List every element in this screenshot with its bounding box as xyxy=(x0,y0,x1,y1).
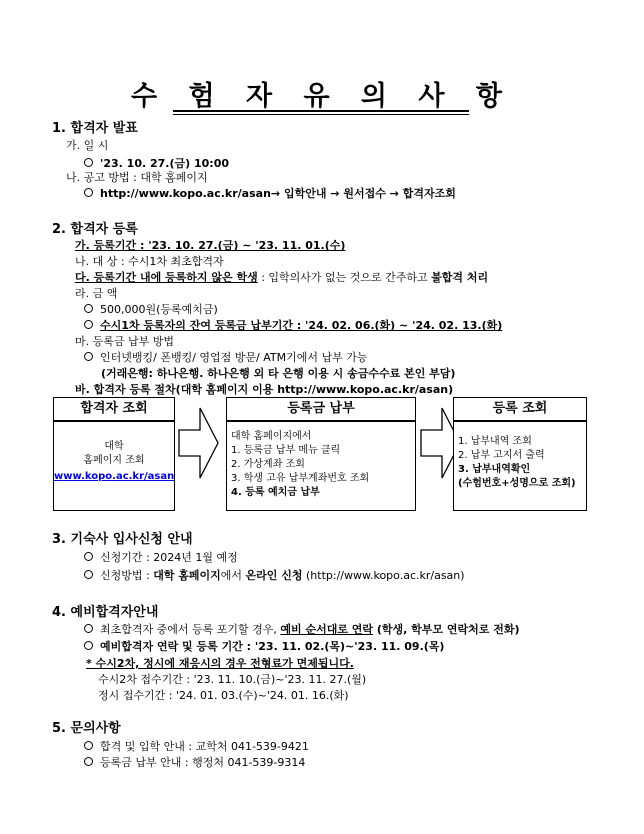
waitlist-sub-1: 수시2차 접수기간 : '23. 11. 10.(금)~'23. 11. 27.(월) xyxy=(98,673,367,686)
flow-box-2-intro: 대학 홈페이지에서 xyxy=(231,431,312,442)
payment-method-value: 인터넷뱅킹/ 폰뱅킹/ 영업점 방문/ ATM기에서 납부 가능 xyxy=(84,349,368,365)
waitlist-sub-2: 정시 접수기간 : '24. 01. 03.(수)~'24. 01. 16.(화) xyxy=(98,689,349,702)
circle-bullet-icon xyxy=(84,352,93,361)
registration-period: 가. 등록기간 : '23. 10. 27.(금) ~ '23. 11. 01.(수) xyxy=(75,239,346,252)
section-heading-5: 5. 문의사항 xyxy=(52,721,121,736)
circle-bullet-icon xyxy=(84,552,93,561)
flow-box-3 xyxy=(453,421,587,511)
amount-value: 500,000원(등록예치금) xyxy=(84,301,218,317)
circle-bullet-icon xyxy=(84,158,93,167)
flow-box-2-step: 2. 가상계좌 조회 xyxy=(231,459,305,470)
flow-box-3-step: (수험번호+성명으로 조회) xyxy=(458,478,576,489)
title-underline-thin xyxy=(173,114,469,115)
flow-box-2 xyxy=(226,421,416,511)
announce-method-value: http://www.kopo.ac.kr/asan→ 입학안내 → 원서접수 → 합격자조회 xyxy=(84,185,456,201)
flow-box-2-step: 4. 등록 예치금 납부 xyxy=(231,487,320,498)
circle-bullet-icon xyxy=(84,641,93,650)
flow-box-1 xyxy=(53,421,175,511)
dorm-method: 신청방법 : 대학 홈페이지에서 온라인 신청 (http://www.kopo.ac.kr/asan) xyxy=(84,567,465,583)
flow-box-3-header: 등록 조회 xyxy=(453,397,587,421)
registration-target: 나. 대 상 : 수시1차 최초합격자 xyxy=(75,255,224,268)
procedure-label: 바. 합격자 등록 절차(대학 홈페이지 이용 http://www.kopo.ac.kr/asan) xyxy=(75,383,454,396)
section-heading-2: 2. 합격자 등록 xyxy=(52,222,138,237)
flow-box-3-step: 1. 납부내역 조회 xyxy=(458,436,532,447)
circle-bullet-icon xyxy=(84,624,93,633)
announce-date-value: '23. 10. 27.(금) 10:00 xyxy=(84,155,229,171)
payment-note: (거래은행: 하나은행. 하나은행 외 타 은행 이용 시 송금수수료 본인 부담) xyxy=(101,367,456,380)
circle-bullet-icon xyxy=(84,757,93,766)
registration-warning: 다. 등록기간 내에 등록하지 않은 학생 : 입학의사가 없는 것으로 간주하고 불합격 처리 xyxy=(75,271,489,284)
arrow-right-icon xyxy=(178,405,220,481)
section-heading-3: 3. 기숙사 입사신청 안내 xyxy=(52,532,193,547)
announce-method-label: 나. 공고 방법 : 대학 홈페이지 xyxy=(66,171,208,184)
flow-box-1-line2: 홈페이지 조회 xyxy=(83,455,145,466)
flow-box-1-header: 합격자 조회 xyxy=(53,397,175,421)
circle-bullet-icon xyxy=(84,570,93,579)
homepage-link[interactable]: www.kopo.ac.kr/asan xyxy=(54,471,175,482)
flow-box-3-step: 2. 납부 고지서 출력 xyxy=(458,450,545,461)
flow-box-1-line1: 대학 xyxy=(104,441,124,452)
title-underline xyxy=(173,110,469,112)
circle-bullet-icon xyxy=(84,188,93,197)
dorm-period: 신청기간 : 2024년 1월 예정 xyxy=(84,549,238,565)
flow-box-2-step: 1. 등록금 납부 메뉴 클릭 xyxy=(231,445,341,456)
section-heading-4: 4. 예비합격자안내 xyxy=(52,605,159,620)
section-heading-1: 1. 합격자 발표 xyxy=(52,121,138,136)
waitlist-note: * 수시2차, 정시에 재응시의 경우 전형료가 면제됩니다. xyxy=(86,657,354,670)
flow-box-2-header: 등록금 납부 xyxy=(226,397,416,421)
amount-label: 라. 금 액 xyxy=(75,287,118,300)
flow-box-3-step: 3. 납부내역확인 xyxy=(458,464,531,475)
contact-admission: 합격 및 입학 안내 : 교학처 041-539-9421 xyxy=(84,738,309,754)
flow-box-2-step: 3. 학생 고유 납부계좌번호 조회 xyxy=(231,473,370,484)
page-title: 수 험 자 유 의 사 항 xyxy=(131,81,513,112)
waitlist-line-2: 예비합격자 연락 및 등록 기간 : '23. 11. 02.(목)~'23. 11. 09.(목) xyxy=(84,638,444,654)
circle-bullet-icon xyxy=(84,741,93,750)
announce-date-label: 가. 일 시 xyxy=(66,139,109,152)
contact-tuition: 등록금 납부 안내 : 행정처 041-539-9314 xyxy=(84,754,305,770)
balance-period: 수시1차 등록자의 잔여 등록금 납부기간 : '24. 02. 06.(화) ~ '24. 02. 13.(화) xyxy=(84,317,502,333)
circle-bullet-icon xyxy=(84,304,93,313)
payment-method-label: 마. 등록금 납부 방법 xyxy=(75,335,174,348)
waitlist-line-1: 최초합격자 중에서 등록 포기할 경우, 예비 순서대로 연락 (학생, 학부모 연락처로 전화) xyxy=(84,621,519,637)
circle-bullet-icon xyxy=(84,320,93,329)
